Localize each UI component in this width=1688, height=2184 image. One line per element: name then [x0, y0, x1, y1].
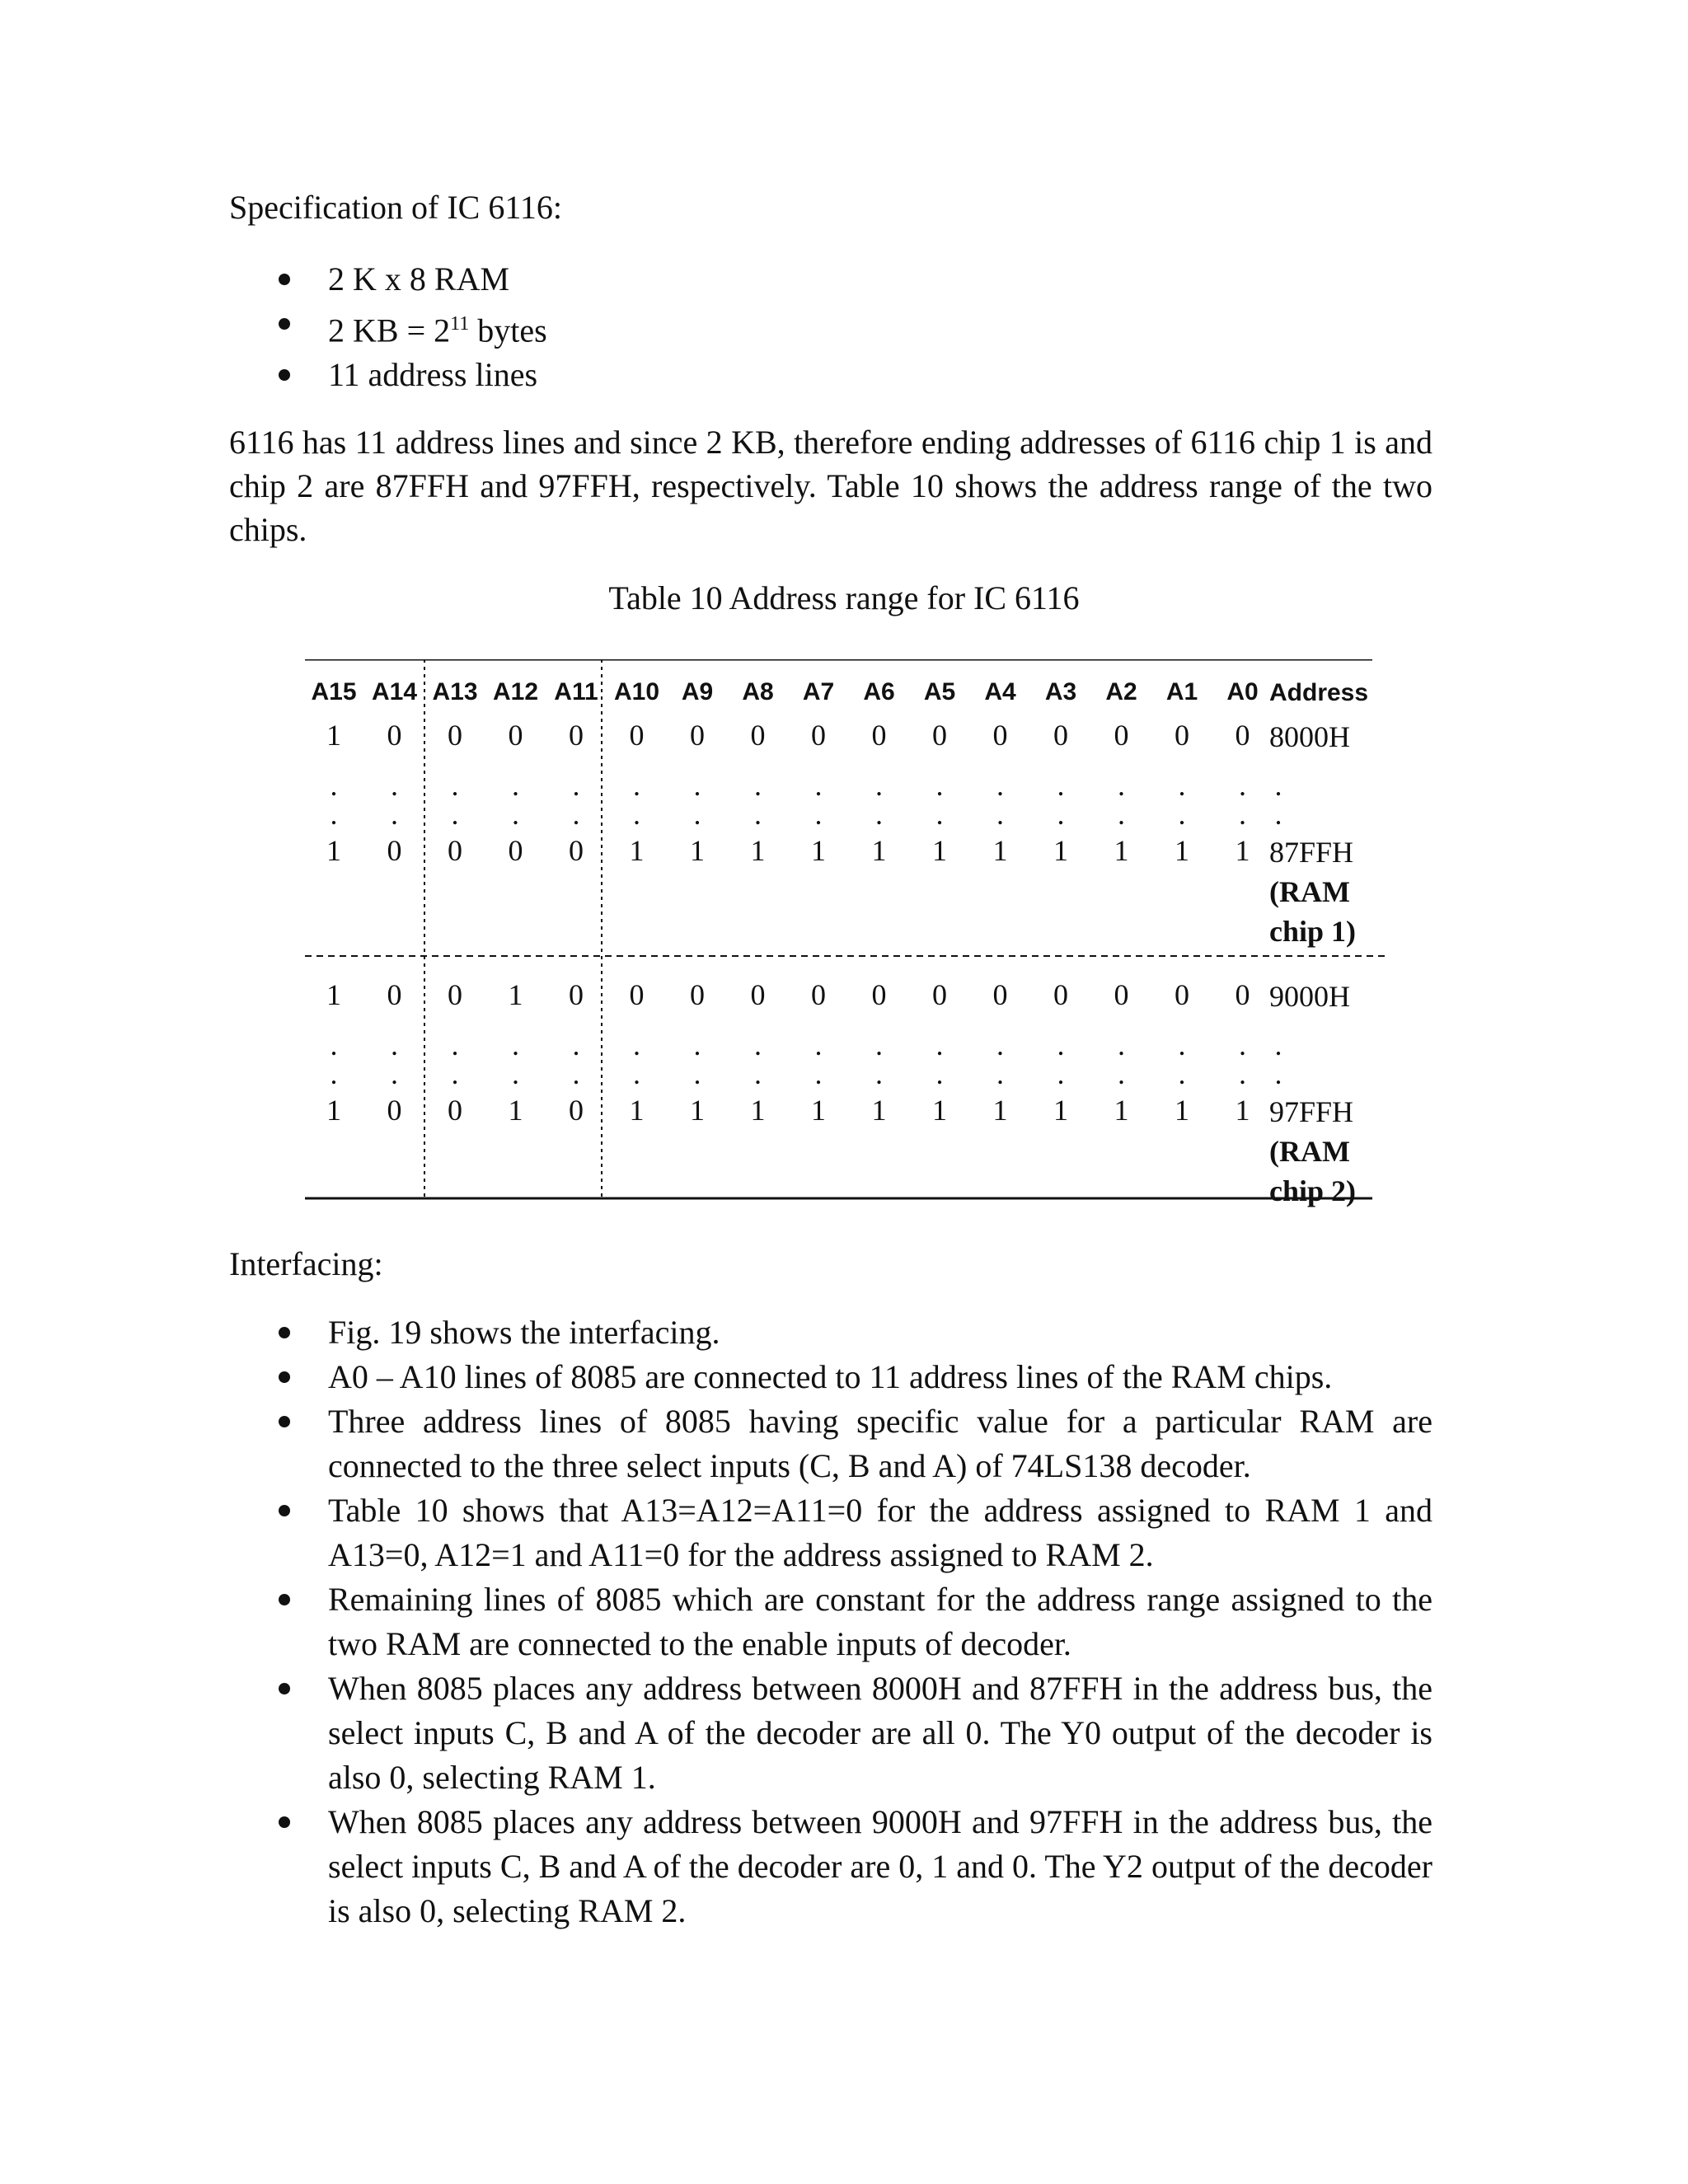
ellipsis-dot: .	[1239, 798, 1246, 831]
bit-cell: 0	[569, 978, 584, 1011]
bit-cell: 0	[387, 719, 402, 752]
address-note: (RAM	[1269, 1135, 1350, 1168]
bit-cell: 0	[1114, 978, 1129, 1011]
ellipsis-dot: .	[391, 798, 398, 831]
interfacing-item	[229, 1310, 1432, 1355]
ellipsis-dot: .	[754, 1029, 762, 1062]
ellipsis-dot: .	[633, 1029, 640, 1062]
ellipsis-dot: .	[935, 798, 944, 831]
bit-cell: 0	[1053, 978, 1068, 1011]
bullet-icon	[279, 369, 290, 381]
interfacing-item-text: Remaining lines of 8085 which are constant for the address range assigned to the two RAM are connected to the enable inputs of decoder.	[328, 1581, 1432, 1662]
ellipsis-dot: .	[572, 1029, 580, 1062]
bit-cell: 0	[992, 978, 1008, 1011]
ellipsis-dot: .	[754, 798, 762, 831]
ellipsis-dot: .	[1239, 769, 1246, 802]
column-header-a10: A10	[613, 678, 660, 705]
ellipsis-dot: .	[572, 769, 580, 802]
interfacing-item-text: When 8085 places any address between 9000H and 97FFH in the address bus, the select inputs C, B and A of the decoder are 0, 1 and 0. The Y2 output of the decoder is also 0, selecting RAM 2.	[328, 1803, 1432, 1929]
bit-cell: 0	[1235, 719, 1250, 752]
ellipsis-dot: .	[330, 798, 338, 831]
ellipsis-dot: .	[633, 769, 640, 802]
bit-cell: 1	[690, 834, 705, 867]
column-header-a1: A1	[1165, 678, 1198, 705]
bit-cell: 0	[629, 719, 645, 752]
bit-cell: 1	[871, 834, 887, 867]
ellipsis-dot: .	[875, 769, 883, 802]
ellipsis-dot: .	[814, 769, 823, 802]
bit-cell: 1	[932, 834, 947, 867]
bit-cell: 1	[811, 834, 826, 867]
ellipsis-dot: .	[572, 1057, 580, 1090]
ellipsis-dot: .	[754, 1057, 762, 1090]
intro-paragraph: 6116 has 11 address lines and since 2 KB, therefore ending addresses of 6116 chip 1 is and chip 2 are 87FFH and 97FFH, respectively. Table 10 shows the address range of the two chips.	[229, 424, 1432, 548]
bit-cell: 1	[1053, 834, 1068, 867]
bit-cell: 1	[871, 1094, 887, 1127]
ellipsis-dot: .	[1118, 798, 1125, 831]
interfacing-item-text: A0 – A10 lines of 8085 are connected to 11 address lines of the RAM chips.	[328, 1358, 1333, 1395]
column-header-a15: A15	[311, 678, 357, 705]
bit-cell: 0	[1114, 719, 1129, 752]
ellipsis-dot: .	[693, 798, 701, 831]
interfacing-item-text: Three address lines of 8085 having specific value for a particular RAM are connected to the three select inputs (C, B and A) of 74LS138 decoder.	[328, 1403, 1432, 1484]
ellipsis-dot: .	[1118, 769, 1125, 802]
bit-cell: 0	[992, 719, 1008, 752]
interfacing-item	[229, 1488, 1432, 1577]
bit-cell: 1	[326, 978, 341, 1011]
bit-cell: 1	[992, 1094, 1008, 1127]
ellipsis-dot: .	[814, 1057, 823, 1090]
bit-cell: 0	[750, 719, 766, 752]
ellipsis-dot: .	[1178, 798, 1186, 831]
ellipsis-dot: .	[1239, 1029, 1246, 1062]
ellipsis-dot: .	[1274, 1029, 1282, 1062]
column-header-a11: A11	[554, 678, 598, 705]
ellipsis-dot: .	[1057, 769, 1065, 802]
ellipsis-dot: .	[875, 1029, 883, 1062]
address-value: 9000H	[1269, 980, 1350, 1013]
bit-cell: 0	[569, 1094, 584, 1127]
bit-cell: 0	[1175, 978, 1189, 1011]
interfacing-heading: Interfacing:	[229, 1245, 383, 1282]
ellipsis-dot: .	[572, 798, 580, 831]
spec-item-text: 11 address lines	[328, 356, 538, 394]
interfacing-item-text: Table 10 shows that A13=A12=A11=0 for the address assigned to RAM 1 and A13=0, A12=1 and A11=0 for the address assigned to RAM 2.	[328, 1492, 1432, 1573]
address-note: chip 1)	[1269, 915, 1357, 948]
bullet-icon	[279, 1683, 290, 1694]
ellipsis-dot: .	[451, 1029, 459, 1062]
bit-cell: 1	[629, 1094, 645, 1127]
interfacing-item-text: Fig. 19 shows the interfacing.	[328, 1314, 720, 1351]
spec-item-suffix: bytes	[469, 312, 547, 349]
ellipsis-dot: .	[1178, 1029, 1186, 1062]
ellipsis-dot: .	[935, 1057, 944, 1090]
ellipsis-dot: .	[633, 798, 640, 831]
ellipsis-dot: .	[391, 1029, 398, 1062]
ellipsis-dot: .	[512, 769, 519, 802]
column-header-a9: A9	[681, 678, 714, 705]
interfacing-item	[229, 1399, 1432, 1488]
bit-cell: 1	[1175, 1094, 1189, 1127]
ellipsis-dot: .	[996, 798, 1004, 831]
bit-cell: 0	[508, 719, 523, 752]
bullet-icon	[279, 1327, 290, 1338]
address-table	[297, 659, 1385, 1220]
ellipsis-dot: .	[512, 1057, 519, 1090]
interfacing-item-text: When 8085 places any address between 8000H and 87FFH in the address bus, the select inputs C, B and A of the decoder are all 0. The Y0 output of the decoder is also 0, selecting RAM 1.	[328, 1670, 1432, 1796]
interfacing-item	[229, 1577, 1432, 1666]
ellipsis-dot: .	[1274, 769, 1282, 802]
column-header-a13: A13	[432, 678, 478, 705]
ellipsis-dot: .	[814, 798, 823, 831]
ellipsis-dot: .	[1057, 1029, 1065, 1062]
bit-cell: 0	[387, 834, 402, 867]
ellipsis-dot: .	[512, 1029, 519, 1062]
column-header-a8: A8	[742, 678, 774, 705]
ellipsis-dot: .	[1178, 1057, 1186, 1090]
ellipsis-dot: .	[996, 769, 1004, 802]
interfacing-list	[229, 1310, 1432, 1933]
spec-item	[229, 302, 1432, 353]
ellipsis-dot: .	[633, 1057, 640, 1090]
ellipsis-dot: .	[1274, 798, 1282, 831]
ellipsis-dot: .	[693, 1029, 701, 1062]
ellipsis-dot: .	[1178, 769, 1186, 802]
bit-cell: 0	[690, 978, 705, 1011]
bit-cell: 0	[569, 834, 584, 867]
ellipsis-dot: .	[330, 769, 338, 802]
bullet-icon	[279, 1505, 290, 1516]
bit-cell: 1	[811, 1094, 826, 1127]
ellipsis-dot: .	[451, 769, 459, 802]
spec-heading: Specification of IC 6116:	[229, 189, 562, 226]
column-header-a14: A14	[371, 678, 418, 705]
ellipsis-dot: .	[875, 798, 883, 831]
bit-cell: 0	[690, 719, 705, 752]
bit-cell: 0	[1175, 719, 1189, 752]
ellipsis-dot: .	[1057, 798, 1065, 831]
bit-cell: 0	[1053, 719, 1068, 752]
ellipsis-dot: .	[1057, 1057, 1065, 1090]
bit-cell: 1	[326, 719, 341, 752]
bit-cell: 0	[1235, 978, 1250, 1011]
spec-item	[229, 353, 1432, 397]
bullet-icon	[279, 318, 290, 330]
address-value: 8000H	[1269, 720, 1350, 753]
ellipsis-dot: .	[1118, 1029, 1125, 1062]
ellipsis-dot: .	[693, 769, 701, 802]
ellipsis-dot: .	[451, 1057, 459, 1090]
bit-cell: 1	[932, 1094, 947, 1127]
column-header-a7: A7	[802, 678, 835, 705]
bit-cell: 0	[569, 719, 584, 752]
interfacing-item	[229, 1666, 1432, 1800]
bit-cell: 0	[811, 978, 826, 1011]
ellipsis-dot: .	[935, 1029, 944, 1062]
bit-cell: 1	[992, 834, 1008, 867]
interfacing-item	[229, 1800, 1432, 1933]
spec-list	[229, 257, 1432, 397]
bit-cell: 0	[629, 978, 645, 1011]
spec-item-text: 2 KB = 2	[328, 312, 451, 349]
ellipsis-dot: .	[875, 1057, 883, 1090]
bit-cell: 1	[326, 834, 341, 867]
bit-cell: 1	[750, 834, 766, 867]
bit-cell: 1	[508, 1094, 523, 1127]
ellipsis-dot: .	[814, 1029, 823, 1062]
ellipsis-dot: .	[996, 1029, 1004, 1062]
column-header-address: Address	[1269, 679, 1369, 706]
bit-cell: 1	[1053, 1094, 1068, 1127]
bit-cell: 0	[932, 719, 947, 752]
bit-cell: 0	[448, 719, 462, 752]
bit-cell: 0	[750, 978, 766, 1011]
bit-cell: 0	[448, 978, 462, 1011]
ellipsis-dot: .	[1239, 1057, 1246, 1090]
ellipsis-dot: .	[754, 769, 762, 802]
interfacing-item	[229, 1355, 1432, 1399]
column-header-a0: A0	[1226, 678, 1259, 705]
ellipsis-dot: .	[693, 1057, 701, 1090]
column-header-a6: A6	[863, 678, 895, 705]
bit-cell: 0	[811, 719, 826, 752]
ellipsis-dot: .	[330, 1057, 338, 1090]
address-value: 97FFH	[1269, 1095, 1354, 1128]
ellipsis-dot: .	[1274, 1057, 1282, 1090]
ellipsis-dot: .	[391, 769, 398, 802]
column-header-a12: A12	[492, 678, 539, 705]
bit-cell: 0	[448, 1094, 462, 1127]
bullet-icon	[279, 1416, 290, 1427]
ellipsis-dot: .	[451, 798, 459, 831]
spec-item-exponent: 11	[450, 313, 470, 335]
bit-cell: 1	[690, 1094, 705, 1127]
bit-cell: 0	[871, 978, 887, 1011]
bit-cell: 1	[750, 1094, 766, 1127]
bit-cell: 1	[1235, 1094, 1250, 1127]
bit-cell: 0	[448, 834, 462, 867]
bit-cell: 0	[387, 978, 402, 1011]
bit-cell: 1	[1235, 834, 1250, 867]
ellipsis-dot: .	[330, 1029, 338, 1062]
column-header-a2: A2	[1105, 678, 1137, 705]
ellipsis-dot: .	[1118, 1057, 1125, 1090]
ellipsis-dot: .	[391, 1057, 398, 1090]
address-note: chip 2)	[1269, 1174, 1357, 1207]
spec-item-text: 2 K x 8 RAM	[328, 260, 510, 298]
column-header-a3: A3	[1044, 678, 1077, 705]
bullet-icon	[279, 1594, 290, 1605]
table-caption: Table 10 Address range for IC 6116	[608, 579, 1080, 616]
bit-cell: 1	[1175, 834, 1189, 867]
bullet-icon	[279, 274, 290, 285]
bit-cell: 0	[871, 719, 887, 752]
ellipsis-dot: .	[512, 798, 519, 831]
column-header-a5: A5	[923, 678, 956, 705]
bit-cell: 1	[629, 834, 645, 867]
address-note: (RAM	[1269, 875, 1350, 908]
bit-cell: 1	[1114, 834, 1129, 867]
bullet-icon	[279, 1816, 290, 1828]
bit-cell: 1	[326, 1094, 341, 1127]
ellipsis-dot: .	[935, 769, 944, 802]
bit-cell: 1	[1114, 1094, 1129, 1127]
bullet-icon	[279, 1371, 290, 1383]
ellipsis-dot: .	[996, 1057, 1004, 1090]
column-header-a4: A4	[984, 678, 1016, 705]
spec-item	[229, 257, 1432, 302]
bit-cell: 0	[387, 1094, 402, 1127]
address-value: 87FFH	[1269, 836, 1354, 869]
bit-cell: 0	[508, 834, 523, 867]
bit-cell: 0	[932, 978, 947, 1011]
bit-cell: 1	[508, 978, 523, 1011]
